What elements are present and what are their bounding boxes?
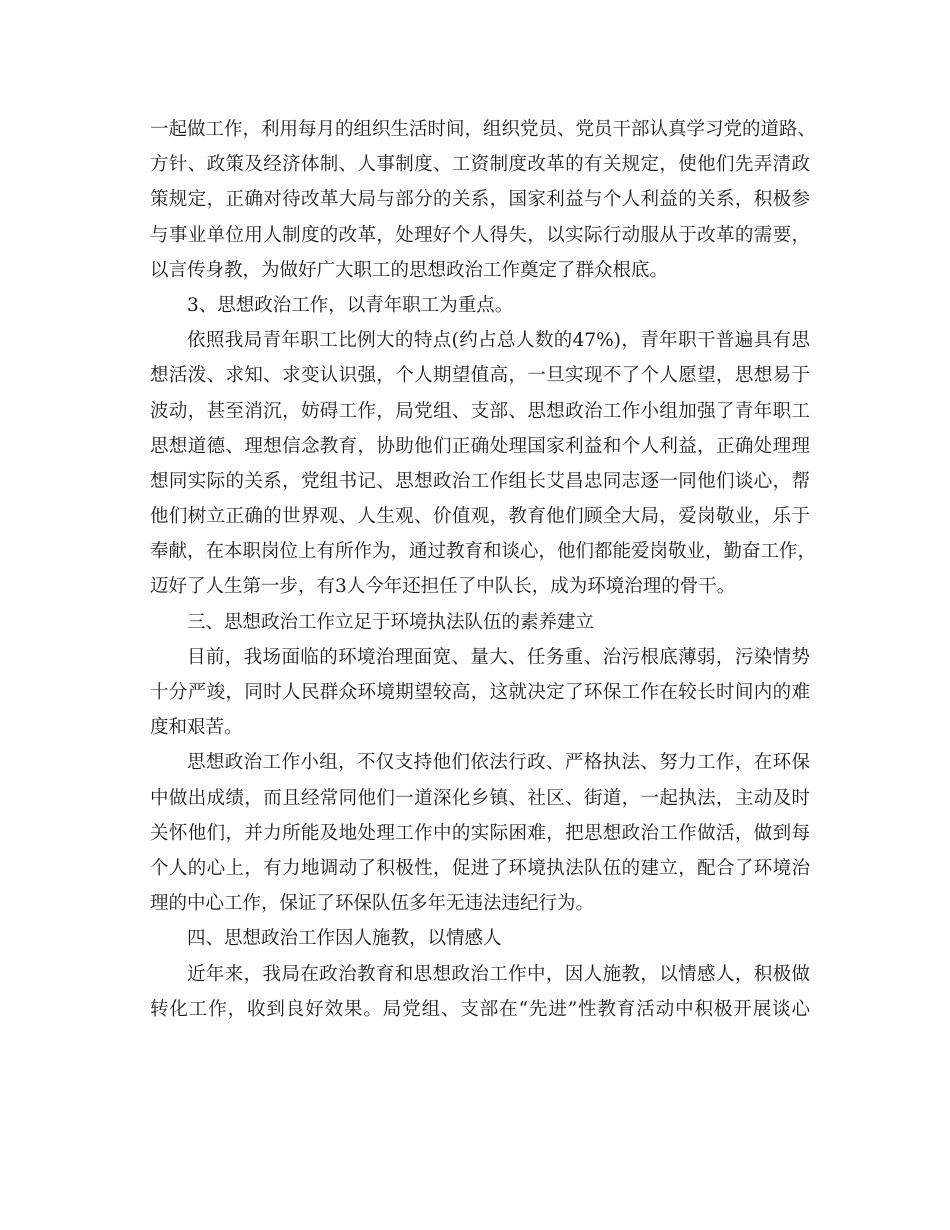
text-line: 个人的心上，有力地调动了积极性，促进了环境执法队伍的建立，配合了环境治 <box>150 857 810 879</box>
text-line: 理的中心工作，保证了环保队伍多年无违法违纪行为。 <box>150 893 595 915</box>
text-line: 迈好了人生第一步，有3人今年还担任了中队长，成为环境治理的骨干。 <box>150 576 736 598</box>
section-heading: 3、思想政治工作，以青年职工为重点。 <box>187 294 514 316</box>
text-line: 他们树立正确的世界观、人生观、价值观，教育他们顾全大局，爱岗敬业，乐于 <box>150 506 810 528</box>
section-heading: 四、思想政治工作因人施教，以情感人 <box>187 928 502 950</box>
text-line: 度和艰苦。 <box>150 717 243 739</box>
text-line: 目前，我场面临的环境治理面宽、量大、任务重、治污根底薄弱，污染情势 <box>187 646 810 668</box>
text-line: 转化工作，收到良好效果。局党组、支部在“先进”性教育活动中积极开展谈心 <box>150 998 810 1020</box>
text-line: 与事业单位用人制度的改革，处理好个人得失，以实际行动服从于改革的需要， <box>150 224 810 246</box>
text-line: 中做出成绩，而且经常同他们一道深化乡镇、社区、街道，一起执法，主动及时 <box>150 787 810 809</box>
text-line: 想活泼、求知、求变认识强，个人期望值高，一旦实现不了个人愿望，思想易于 <box>150 365 810 387</box>
text-line: 思想道德、理想信念教育，协助他们正确处理国家利益和个人利益，正确处理理 <box>150 435 810 457</box>
text-line: 近年来，我局在政治教育和思想政治工作中，因人施教，以情感人，积极做 <box>187 963 810 985</box>
text-line: 思想政治工作小组，不仅支持他们依法行政、严格执法、努力工作，在环保 <box>187 752 810 774</box>
text-line: 十分严竣，同时人民群众环境期望较高，这就决定了环保工作在较长时间内的难 <box>150 682 810 703</box>
text-line: 策规定，正确对待改革大局与部分的关系，国家利益与个人利益的关系，积极参 <box>150 189 810 211</box>
text-line: 以言传身教，为做好广大职工的思想政治工作奠定了群众根底。 <box>150 259 669 281</box>
section-heading: 三、思想政治工作立足于环境执法队伍的素养建立 <box>187 611 595 633</box>
text-line: 一起做工作，利用每月的组织生活时间，组织党员、党员干部认真学习党的道路、 <box>150 119 817 140</box>
text-line: 方针、政策及经济体制、人事制度、工资制度改革的有关规定，使他们先弄清政 <box>150 154 810 176</box>
text-line: 想同实际的关系，党组书记、思想政治工作组长艾昌忠同志逐一同他们谈心，帮 <box>150 470 810 492</box>
text-line: 奉献，在本职岗位上有所作为，通过教育和谈心，他们都能爱岗敬业，勤奋工作， <box>150 541 817 563</box>
text-line: 关怀他们，并力所能及地处理工作中的实际困难，把思想政治工作做活，做到每 <box>150 822 810 844</box>
text-line: 依照我局青年职工比例大的特点(约占总人数的47%)，青年职干普遍具有思 <box>187 330 810 352</box>
document-body <box>150 112 817 1027</box>
text-line: 波动，甚至消沉，妨碍工作，局党组、支部、思想政治工作小组加强了青年职工 <box>150 400 810 422</box>
